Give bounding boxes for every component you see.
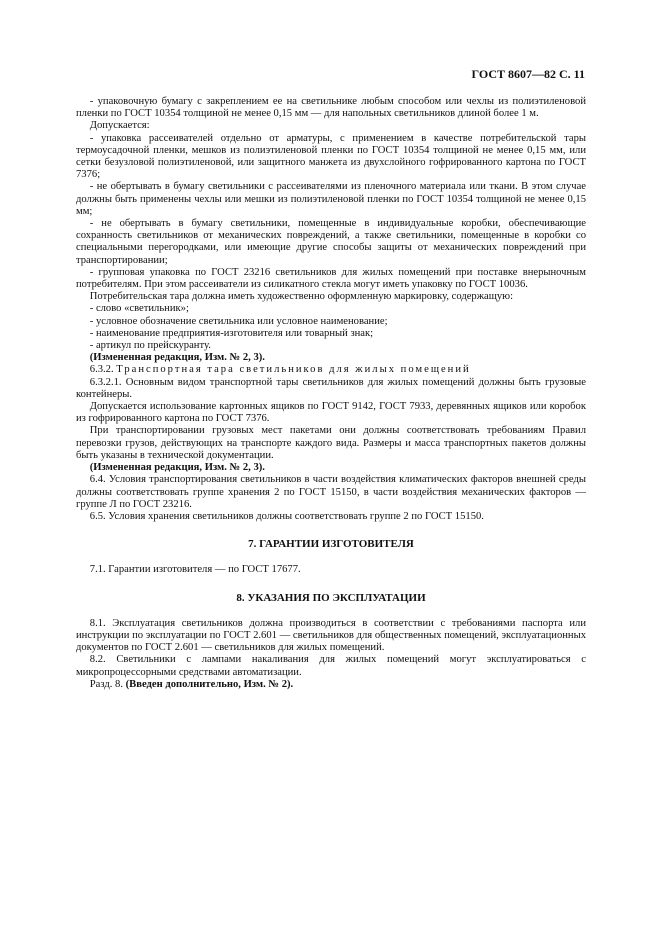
paragraph: При транспортировании грузовых мест пакетами они должны соответствовать требованиям Правил перевозки грузов, действующих на транспорте каждого вида. Размеры и масса транспортных пакетов должны быть указаны в технической документации. — [76, 425, 586, 461]
edit-note: (Введен дополнительно, Изм. № 2). — [125, 678, 294, 690]
subsection-heading — [76, 364, 586, 376]
page-header: ГОСТ 8607—82 С. 11 — [471, 67, 585, 81]
paragraph: 7.1. Гарантии изготовителя — по ГОСТ 17677. — [89, 564, 301, 576]
paragraph: - не обертывать в бумагу светильники, помещенные в индивидуальные коробки, обеспечивающие сохранность светильников от механических повреждений, а также светильники, помещенные в коробки со специальными перегородками, или имеющие другие способы защиты от механических повреждений при транспортировании; — [76, 218, 586, 266]
paragraph: Потребительская тара должна иметь художественно оформленную маркировку, содержащую: — [89, 291, 514, 303]
paragraph: - групповая упаковка по ГОСТ 23216 светильников для жилых помещений при поставке внерыночным потребителям. При этом рассеиватели из силикатного стекла могут иметь упаковку по ГОСТ 10036. — [76, 266, 586, 291]
section-title-7: 7. ГАРАНТИИ ИЗГОТОВИТЕЛЯ — [248, 538, 414, 551]
document-body — [76, 96, 586, 691]
section-title-8: 8. УКАЗАНИЯ ПО ЭКСПЛУАТАЦИИ — [236, 591, 426, 604]
paragraph: 8.1. Эксплуатация светильников должна производиться в соответствии с требованиями паспорта или инструкции по эксплуатации по ГОСТ 2.601 — светильников для общественных помещений, эксплуатационных документов по ГОСТ 2.601 — светильников для жилых помещений. — [76, 617, 586, 654]
edit-note: (Измененная редакция, Изм. № 2, 3). — [89, 462, 265, 474]
paragraph: Допускается: — [89, 120, 150, 132]
list-item: - артикул по прейскуранту. — [89, 340, 211, 352]
paragraph: 8.2. Светильники с лампами накаливания для жилых помещений могут эксплуатироваться с микропроцессорными средствами автоматизации. — [76, 654, 586, 678]
paragraph: 6.4. Условия транспортирования светильников в части воздействия климатических факторов внешней среды должны соответствовать группе хранения 2 по ГОСТ 15150, в части воздействия механических факторов — группе Л по ГОСТ 23216. — [76, 474, 586, 510]
paragraph: 6.3.2.1. Основным видом транспортной тары светильников для жилых помещений должны быть грузовые контейнеры. — [76, 376, 586, 400]
paragraph: 6.5. Условия хранения светильников должны соответствовать группе 2 по ГОСТ 15150. — [89, 510, 484, 522]
paragraph: - упаковка рассеивателей отдельно от арматуры, с применением в качестве потребительской тары термоусадочной пленки, мешков из полиэтиленовой пленки по ГОСТ 10354 толщиной не менее 0,15 мм, или сетки безузловой полиэтиленовой, или защитного манжета из двухслойного гофрированного картона по ГОСТ 7376; — [76, 132, 586, 181]
list-item: - условное обозначение светильника или условное наименование; — [89, 315, 388, 327]
list-item: - слово «светильник»; — [89, 303, 189, 315]
subsection-title: Транспортная тара светильников для жилых помещений — [116, 364, 471, 376]
paragraph: Допускается использование картонных ящиков по ГОСТ 9142, ГОСТ 7933, деревянных ящиков или коробок из гофрированного картона по ГОСТ 7376. — [76, 401, 586, 425]
paragraph — [76, 679, 586, 691]
subsection-number: 6.3.2. — [89, 364, 114, 376]
section-ref: Разд. 8. — [89, 678, 123, 690]
paragraph: - не обертывать в бумагу светильники с рассеивателями из пленочного материала или ткани. В этом случае должны быть применены чехлы или мешки из полиэтиленовой пленки по ГОСТ 10354 толщиной не менее 0,15 мм; — [76, 181, 586, 217]
paragraph: - упаковочную бумагу с закреплением ее на светильнике любым способом или чехлы из полиэтиленовой пленки по ГОСТ 10354 толщиной не менее 0,15 мм — для напольных светильников длиной более 1 м. — [76, 96, 586, 120]
list-item: - наименование предприятия-изготовителя или товарный знак; — [89, 327, 374, 339]
edit-note: (Измененная редакция, Изм. № 2, 3). — [89, 352, 265, 364]
